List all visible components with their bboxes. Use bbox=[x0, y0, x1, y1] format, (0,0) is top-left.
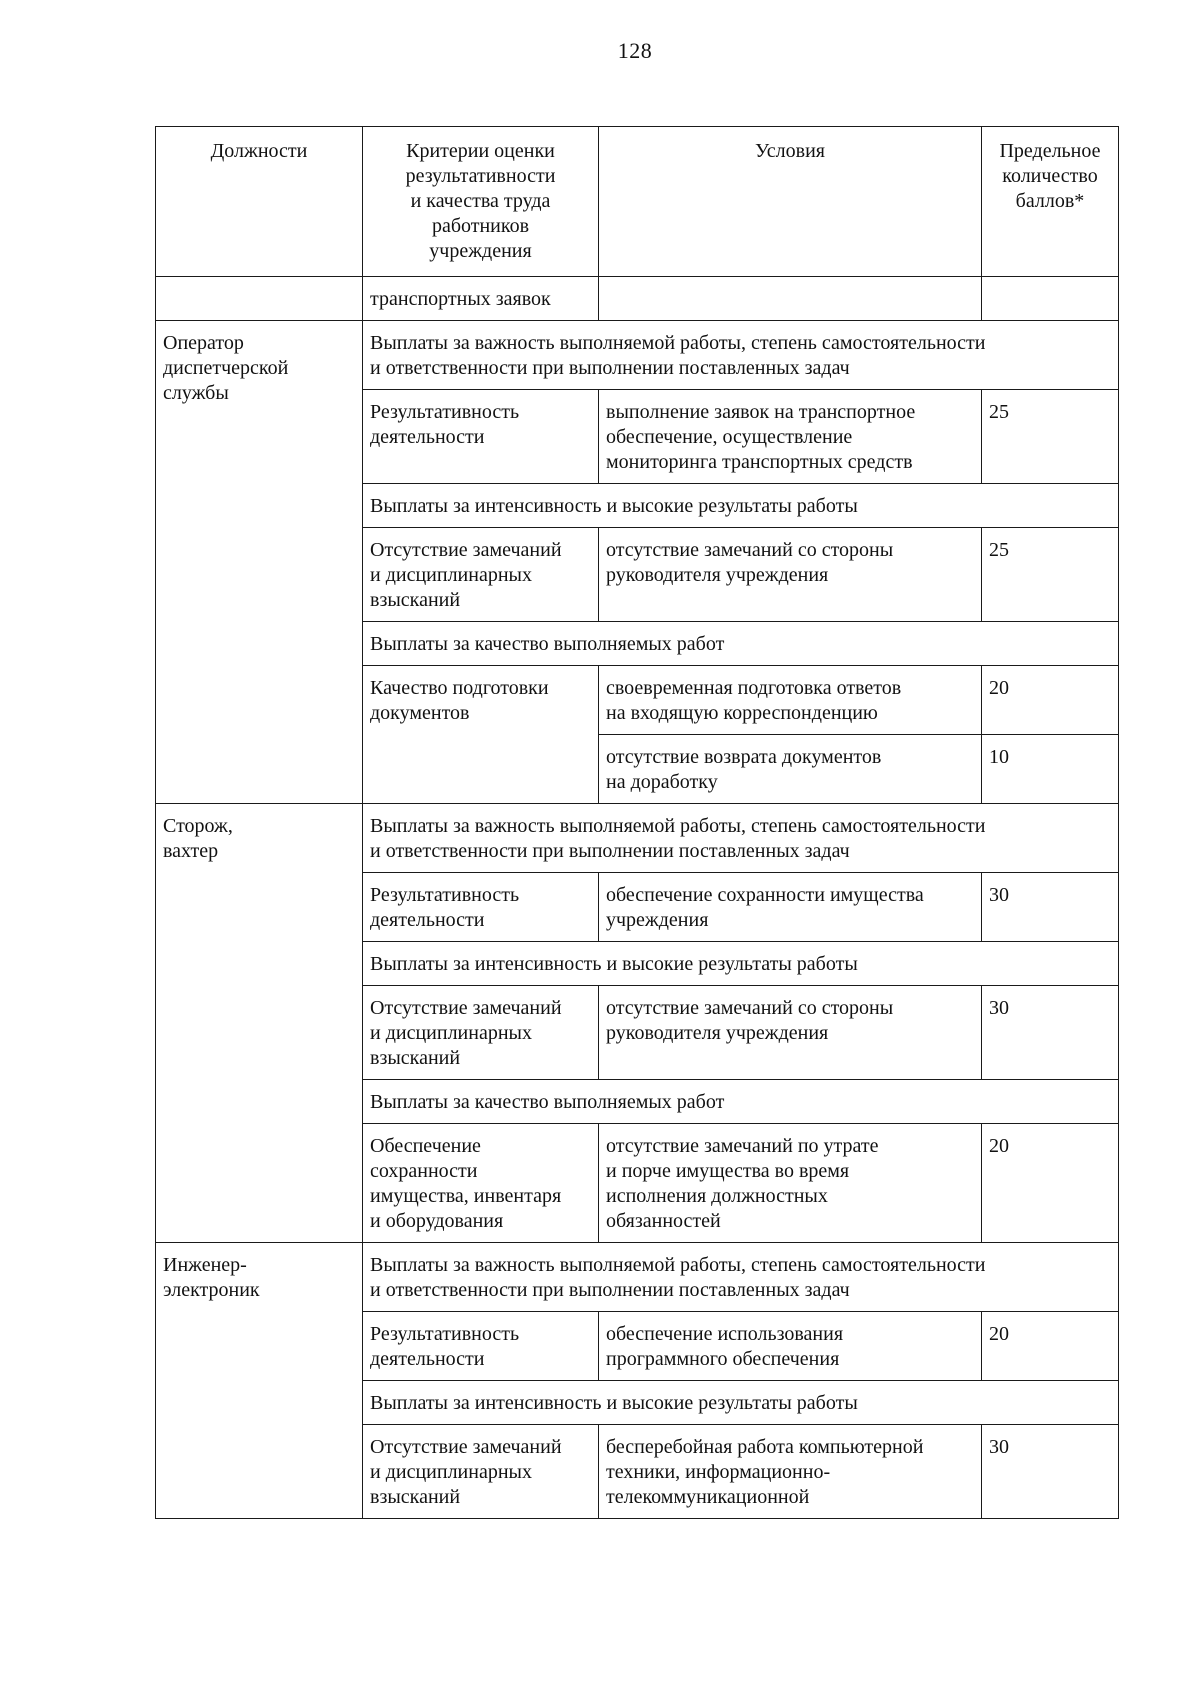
criterion: Результативность деятельности bbox=[363, 1312, 599, 1381]
section-title: Выплаты за интенсивность и высокие результаты работы bbox=[363, 942, 1119, 986]
section-title: Выплаты за интенсивность и высокие результаты работы bbox=[363, 484, 1119, 528]
page-number: 128 bbox=[617, 38, 653, 63]
score: 30 bbox=[982, 873, 1119, 942]
continuation-criterion: транспортных заявок bbox=[363, 277, 599, 321]
score: 30 bbox=[982, 986, 1119, 1080]
section-title: Выплаты за качество выполняемых работ bbox=[363, 1080, 1119, 1124]
section-title-row bbox=[156, 804, 1119, 873]
criterion: Отсутствие замечаний и дисциплинарных взысканий bbox=[363, 528, 599, 622]
score: 30 bbox=[982, 1425, 1119, 1519]
condition: выполнение заявок на транспортное обеспечение, осуществление мониторинга транспортных средств bbox=[599, 390, 982, 484]
position-name: Сторож, вахтер bbox=[156, 804, 363, 1243]
header-criteria: Критерии оценки результативности и качества труда работников учреждения bbox=[363, 127, 599, 277]
continuation-condition-cell bbox=[599, 277, 982, 321]
table-header-row bbox=[156, 127, 1119, 277]
positions-body bbox=[156, 321, 1119, 1519]
section-title-row bbox=[156, 1243, 1119, 1312]
section-title-row bbox=[156, 321, 1119, 390]
criterion: Обеспечение сохранности имущества, инвентаря и оборудования bbox=[363, 1124, 599, 1243]
condition: своевременная подготовка ответов на входящую корреспонденцию bbox=[599, 666, 982, 735]
score: 25 bbox=[982, 390, 1119, 484]
criterion: Отсутствие замечаний и дисциплинарных взысканий bbox=[363, 1425, 599, 1519]
position-name: Оператор диспетчерской службы bbox=[156, 321, 363, 804]
score: 10 bbox=[982, 735, 1119, 804]
score: 25 bbox=[982, 528, 1119, 622]
section-title: Выплаты за важность выполняемой работы, степень самостоятельности и ответственности при выполнении поставленных задач bbox=[363, 321, 1119, 390]
section-title: Выплаты за важность выполняемой работы, степень самостоятельности и ответственности при выполнении поставленных задач bbox=[363, 804, 1119, 873]
section-title: Выплаты за качество выполняемых работ bbox=[363, 622, 1119, 666]
condition: бесперебойная работа компьютерной техники, информационно- телекоммуникационной bbox=[599, 1425, 982, 1519]
header-positions: Должности bbox=[156, 127, 363, 277]
continuation-position-cell bbox=[156, 277, 363, 321]
score: 20 bbox=[982, 1124, 1119, 1243]
criterion: Результативность деятельности bbox=[363, 873, 599, 942]
condition: отсутствие возврата документов на доработку bbox=[599, 735, 982, 804]
continuation-score-cell bbox=[982, 277, 1119, 321]
header-conditions: Условия bbox=[599, 127, 982, 277]
criteria-table bbox=[155, 126, 1119, 1519]
condition: отсутствие замечаний со стороны руководителя учреждения bbox=[599, 986, 982, 1080]
score: 20 bbox=[982, 1312, 1119, 1381]
section-title: Выплаты за важность выполняемой работы, степень самостоятельности и ответственности при выполнении поставленных задач bbox=[363, 1243, 1119, 1312]
criterion: Результативность деятельности bbox=[363, 390, 599, 484]
header-max-score: Предельное количество баллов* bbox=[982, 127, 1119, 277]
condition: отсутствие замечаний по утрате и порче имущества во время исполнения должностных обязанностей bbox=[599, 1124, 982, 1243]
condition: обеспечение использования программного обеспечения bbox=[599, 1312, 982, 1381]
condition: обеспечение сохранности имущества учреждения bbox=[599, 873, 982, 942]
section-title: Выплаты за интенсивность и высокие результаты работы bbox=[363, 1381, 1119, 1425]
score: 20 bbox=[982, 666, 1119, 735]
criterion: Качество подготовки документов bbox=[363, 666, 599, 804]
condition: отсутствие замечаний со стороны руководителя учреждения bbox=[599, 528, 982, 622]
criterion: Отсутствие замечаний и дисциплинарных взысканий bbox=[363, 986, 599, 1080]
continuation-row bbox=[156, 277, 1119, 321]
position-name: Инженер- электроник bbox=[156, 1243, 363, 1519]
